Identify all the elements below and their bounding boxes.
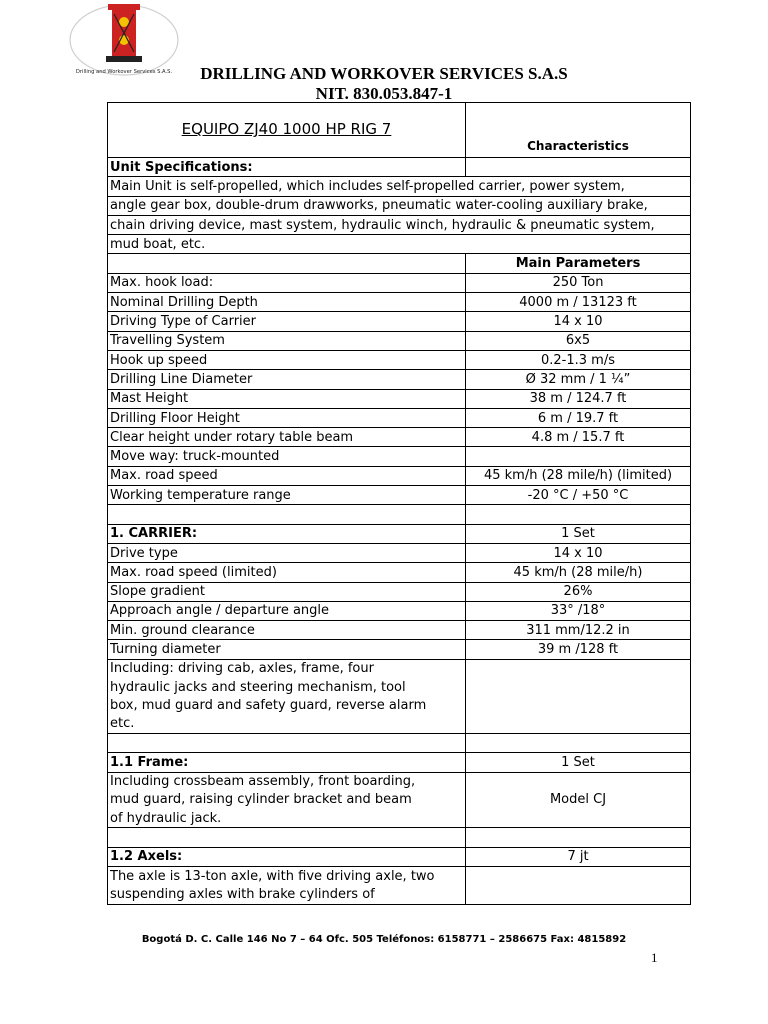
description-row [108, 215, 691, 234]
table-row [108, 350, 691, 369]
description-row [108, 196, 691, 215]
table-row [108, 486, 691, 505]
empty-cell [466, 505, 691, 524]
axels-description-line: suspending axles with brake cylinders of [108, 885, 466, 904]
row-value: Ø 32 mm / 1 ¼” [466, 370, 691, 389]
table-row [108, 389, 691, 408]
row-value: 4000 m / 13123 ft [466, 293, 691, 312]
frame-description-line: of hydraulic jack. [108, 809, 466, 828]
table-row [108, 331, 691, 350]
row-label: Drive type [108, 543, 466, 562]
row-label: Hook up speed [108, 350, 466, 369]
row-label: Approach angle / departure angle [108, 601, 466, 620]
carrier-including-row [108, 659, 691, 678]
spacer-row [108, 828, 691, 847]
empty-cell [466, 828, 691, 847]
frame-model: Model CJ [466, 772, 691, 828]
row-value: 250 Ton [466, 273, 691, 292]
row-label: Max. road speed [108, 466, 466, 485]
company-name: DRILLING AND WORKOVER SERVICES S.A.S [200, 64, 568, 83]
description-line: chain driving device, mast system, hydraulic winch, hydraulic & pneumatic system, [108, 215, 691, 234]
row-value: 33° /18° [466, 601, 691, 620]
empty-cell [108, 828, 466, 847]
row-value: 45 km/h (28 mile/h) [466, 563, 691, 582]
row-label: Clear height under rotary table beam [108, 428, 466, 447]
table-row [108, 447, 691, 466]
unit-specifications-heading: Unit Specifications: [108, 158, 466, 177]
description-line: mud boat, etc. [108, 235, 691, 254]
characteristics-heading: Characteristics [466, 103, 691, 158]
table-row [108, 293, 691, 312]
footer-address: Bogotá D. C. Calle 146 No 7 – 64 Ofc. 505 Teléfonos: 6158771 – 2586675 Fax: 4815892 [141, 934, 627, 945]
table-row [108, 640, 691, 659]
row-value: 7 jt [466, 847, 691, 866]
rig-title-cell [108, 103, 466, 158]
row-value: -20 °C / +50 °C [466, 486, 691, 505]
row-label: 1.1 Frame: [108, 753, 466, 772]
row-value: 6 m / 19.7 ft [466, 408, 691, 427]
frame-description-row [108, 772, 691, 791]
spacer-row [108, 733, 691, 752]
specifications-table [107, 102, 691, 905]
row-label: Travelling System [108, 331, 466, 350]
table-row [108, 563, 691, 582]
row-value: 0.2-1.3 m/s [466, 350, 691, 369]
table-row [108, 370, 691, 389]
table-row [108, 408, 691, 427]
row-value: 311 mm/12.2 in [466, 621, 691, 640]
row-value [466, 447, 691, 466]
logo-caption: Drilling and Workover Services S.A.S. [75, 69, 173, 75]
axels-description-line: The axle is 13-ton axle, with five driving axle, two [108, 866, 466, 885]
carrier-including-row [108, 715, 691, 734]
carrier-including-row [108, 678, 691, 696]
empty-cell [466, 733, 691, 752]
table-row [108, 466, 691, 485]
row-value: 14 x 10 [466, 543, 691, 562]
frame-description-line: Including crossbeam assembly, front boarding, [108, 772, 466, 791]
empty-cell [466, 696, 691, 714]
row-label: Max. road speed (limited) [108, 563, 466, 582]
row-label: 1.2 Axels: [108, 847, 466, 866]
row-value: 38 m / 124.7 ft [466, 389, 691, 408]
axels-description-row [108, 866, 691, 885]
row-label: Drilling Floor Height [108, 408, 466, 427]
row-label: Min. ground clearance [108, 621, 466, 640]
table-row [108, 428, 691, 447]
table-row [108, 582, 691, 601]
row-value: 1 Set [466, 753, 691, 772]
description-line: angle gear box, double-drum drawworks, pneumatic water-cooling auxiliary brake, [108, 196, 691, 215]
spacer-row [108, 505, 691, 524]
empty-cell [466, 659, 691, 678]
carrier-including-line: Including: driving cab, axles, frame, four [108, 659, 466, 678]
carrier-including-row [108, 696, 691, 714]
table-row [108, 601, 691, 620]
table-row [108, 524, 691, 543]
table-row [108, 753, 691, 772]
row-value: 39 m /128 ft [466, 640, 691, 659]
row-value: 14 x 10 [466, 312, 691, 331]
rig-title: EQUIPO ZJ40 1000 HP RIG 7 [181, 120, 392, 138]
row-label: Slope gradient [108, 582, 466, 601]
main-parameters-row [108, 254, 691, 273]
table-row [108, 312, 691, 331]
row-label: Max. hook load: [108, 273, 466, 292]
frame-description-line: mud guard, raising cylinder bracket and beam [108, 791, 466, 809]
row-value: 26% [466, 582, 691, 601]
company-nit: NIT. 830.053.847-1 [315, 84, 453, 103]
empty-cell [108, 733, 466, 752]
table-row [108, 621, 691, 640]
page-number: 1 [651, 950, 658, 965]
main-parameters-heading: Main Parameters [466, 254, 691, 273]
row-label: Working temperature range [108, 486, 466, 505]
empty-cell [466, 678, 691, 696]
empty-cell [466, 866, 691, 904]
empty-cell [108, 505, 466, 524]
row-label: Drilling Line Diameter [108, 370, 466, 389]
carrier-including-line: hydraulic jacks and steering mechanism, tool [108, 678, 466, 696]
empty-cell [108, 254, 466, 273]
carrier-including-line: box, mud guard and safety guard, reverse alarm [108, 696, 466, 714]
description-row [108, 177, 691, 196]
description-row [108, 235, 691, 254]
table-row [108, 543, 691, 562]
row-label: 1. CARRIER: [108, 524, 466, 543]
row-label: Driving Type of Carrier [108, 312, 466, 331]
row-value: 45 km/h (28 mile/h) (limited) [466, 466, 691, 485]
carrier-including-line: etc. [108, 715, 466, 734]
row-label: Turning diameter [108, 640, 466, 659]
description-line: Main Unit is self-propelled, which includes self-propelled carrier, power system, [108, 177, 691, 196]
row-value: 4.8 m / 15.7 ft [466, 428, 691, 447]
empty-cell [466, 715, 691, 734]
table-row [108, 847, 691, 866]
empty-cell [466, 158, 691, 177]
row-label: Mast Height [108, 389, 466, 408]
row-label: Move way: truck-mounted [108, 447, 466, 466]
row-label: Nominal Drilling Depth [108, 293, 466, 312]
table-row [108, 273, 691, 292]
row-value: 6x5 [466, 331, 691, 350]
row-value: 1 Set [466, 524, 691, 543]
